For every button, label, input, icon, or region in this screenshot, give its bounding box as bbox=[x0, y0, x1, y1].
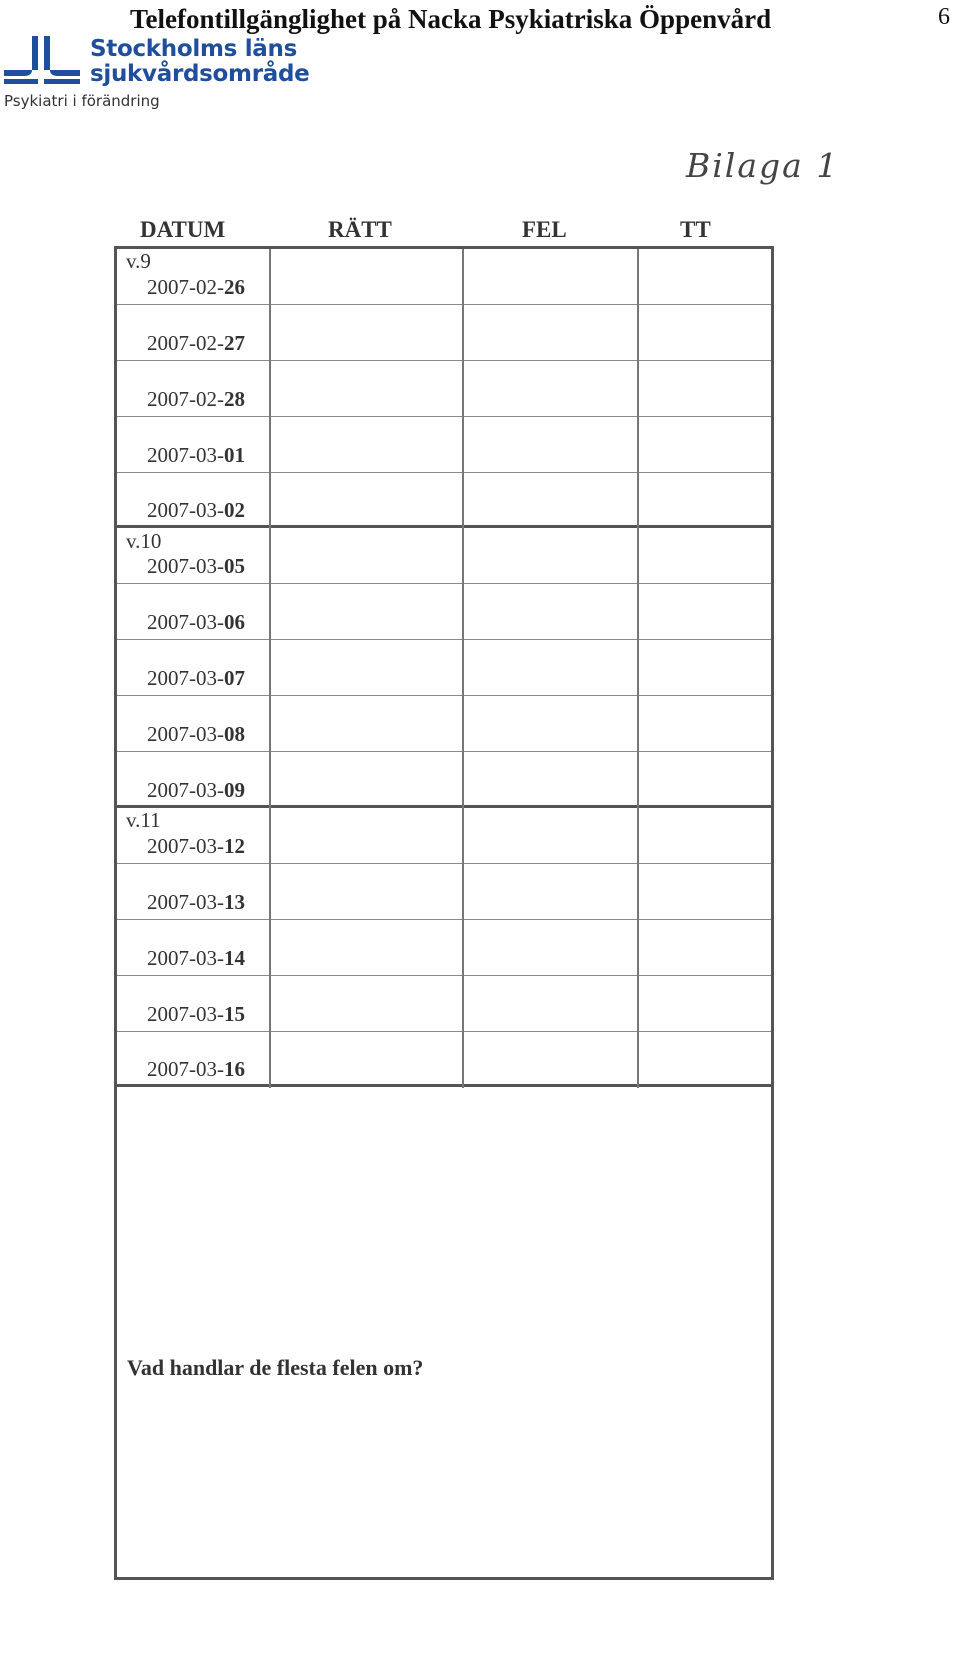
logo-text-line1: Stockholms läns bbox=[90, 36, 297, 62]
table-row bbox=[117, 696, 771, 752]
date-prefix: 2007-03- bbox=[147, 777, 224, 802]
column-divider bbox=[462, 249, 464, 1088]
date-prefix: 2007-03- bbox=[147, 610, 224, 635]
table-row bbox=[117, 864, 771, 920]
table-row bbox=[117, 361, 771, 417]
table-row bbox=[117, 1032, 771, 1088]
date-prefix: 2007-03- bbox=[147, 1001, 224, 1026]
column-header-tt: TT bbox=[680, 217, 711, 242]
date-cell bbox=[147, 946, 245, 971]
date-day: 06 bbox=[224, 610, 245, 635]
table-row bbox=[117, 529, 771, 585]
date-prefix: 2007-02- bbox=[147, 274, 224, 299]
date-cell bbox=[147, 554, 245, 579]
date-day: 01 bbox=[224, 442, 245, 467]
date-prefix: 2007-03- bbox=[147, 498, 224, 523]
page-number: 6 bbox=[938, 4, 950, 30]
date-prefix: 2007-03- bbox=[147, 945, 224, 970]
date-day: 16 bbox=[224, 1057, 245, 1082]
question-label: Vad handlar de flesta felen om? bbox=[127, 1355, 424, 1380]
logo bbox=[4, 36, 324, 116]
date-day: 07 bbox=[224, 666, 245, 691]
date-cell bbox=[147, 275, 245, 300]
date-cell bbox=[147, 331, 245, 356]
date-cell bbox=[147, 834, 245, 859]
date-cell bbox=[147, 498, 245, 523]
date-cell bbox=[147, 610, 245, 635]
column-divider bbox=[269, 249, 271, 1088]
date-prefix: 2007-03- bbox=[147, 554, 224, 579]
date-cell bbox=[147, 666, 245, 691]
date-prefix: 2007-03- bbox=[147, 833, 224, 858]
date-day: 12 bbox=[224, 833, 245, 858]
date-day: 13 bbox=[224, 889, 245, 914]
logo-text-line2: sjukvårdsområde bbox=[90, 61, 310, 87]
date-prefix: 2007-03- bbox=[147, 722, 224, 747]
column-divider bbox=[637, 249, 639, 1088]
date-prefix: 2007-03- bbox=[147, 1057, 224, 1082]
date-day: 09 bbox=[224, 777, 245, 802]
date-cell bbox=[147, 890, 245, 915]
tally-table bbox=[114, 246, 774, 1580]
date-day: 15 bbox=[224, 1001, 245, 1026]
page-title: Telefontillgänglighet på Nacka Psykiatriska Öppenvård bbox=[130, 4, 772, 34]
date-cell bbox=[147, 1002, 245, 1027]
table-row bbox=[117, 584, 771, 640]
date-day: 05 bbox=[224, 554, 245, 579]
table-row bbox=[117, 920, 771, 976]
date-day: 02 bbox=[224, 498, 245, 523]
date-day: 27 bbox=[224, 330, 245, 355]
date-prefix: 2007-03- bbox=[147, 666, 224, 691]
date-cell bbox=[147, 387, 245, 412]
table-row bbox=[117, 249, 771, 305]
table-row bbox=[117, 976, 771, 1032]
date-prefix: 2007-03- bbox=[147, 889, 224, 914]
column-header-fel: FEL bbox=[522, 217, 567, 242]
table-row bbox=[117, 305, 771, 361]
date-cell bbox=[147, 778, 245, 803]
date-cell bbox=[147, 722, 245, 747]
table-row bbox=[117, 640, 771, 696]
table-row bbox=[117, 473, 771, 529]
date-prefix: 2007-02- bbox=[147, 386, 224, 411]
week-label: v.11 bbox=[126, 808, 161, 832]
logo-tagline: Psykiatri i förändring bbox=[4, 92, 160, 110]
table-row bbox=[117, 417, 771, 473]
handwritten-annotation: Bilaga 1 bbox=[686, 146, 840, 185]
week-label: v.10 bbox=[126, 528, 162, 553]
column-header-ratt: RÄTT bbox=[328, 217, 392, 242]
date-prefix: 2007-03- bbox=[147, 442, 224, 467]
table-row bbox=[117, 808, 771, 864]
logo-mark-icon bbox=[4, 36, 80, 84]
date-day: 28 bbox=[224, 386, 245, 411]
column-header-datum: DATUM bbox=[140, 217, 226, 242]
date-cell bbox=[147, 1057, 245, 1082]
date-day: 26 bbox=[224, 274, 245, 299]
date-day: 14 bbox=[224, 945, 245, 970]
week-label: v.9 bbox=[126, 249, 151, 273]
date-prefix: 2007-02- bbox=[147, 330, 224, 355]
date-cell bbox=[147, 443, 245, 468]
date-day: 08 bbox=[224, 722, 245, 747]
table-row bbox=[117, 752, 771, 808]
